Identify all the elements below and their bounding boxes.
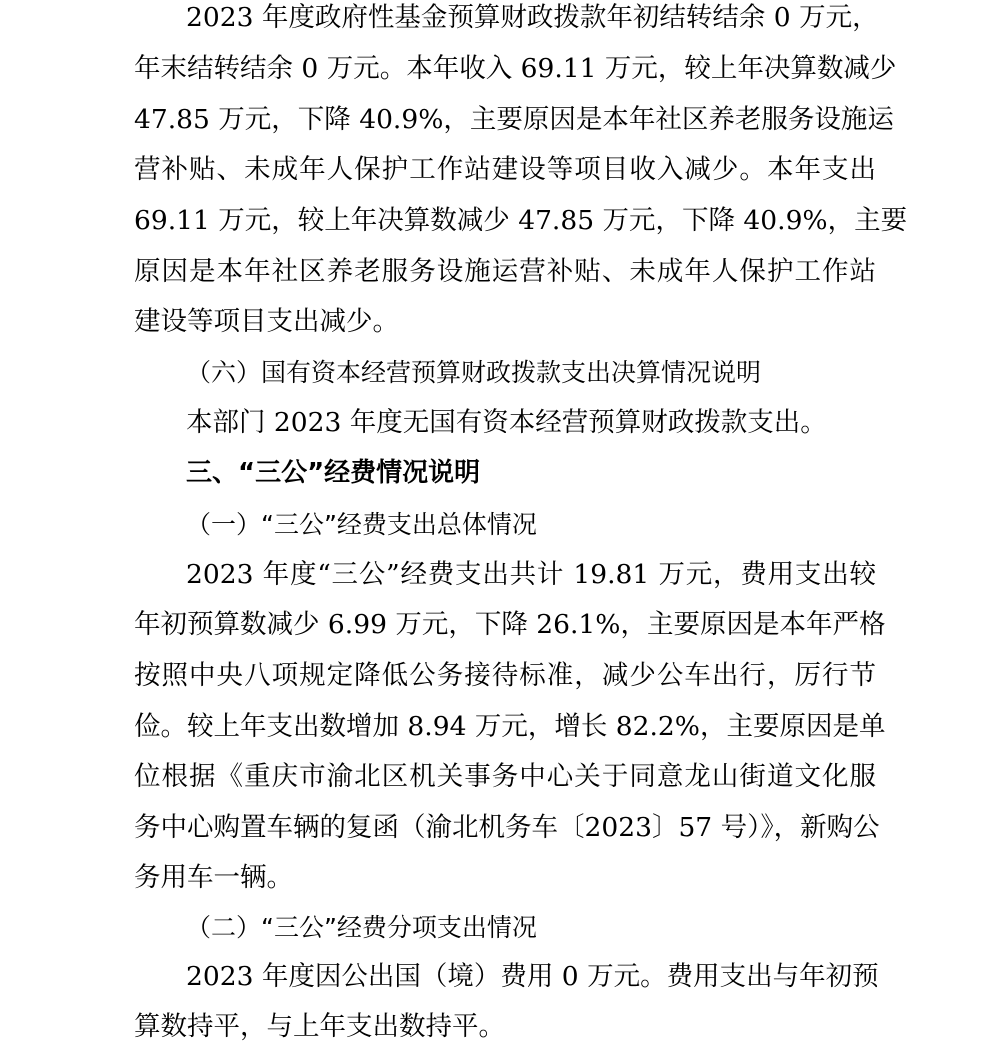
paragraph-line: 2023 年度政府性基金预算财政拨款年初结转结余 0 万元， — [186, 2, 879, 33]
subsection-heading-1: （一）“三公”经费支出总体情况 — [186, 510, 537, 539]
paragraph-line: 建设等项目支出减少。 — [134, 306, 399, 337]
paragraph-line: 俭。较上年支出数增加 8.94 万元，增长 82.2%，主要原因是单 — [134, 711, 886, 742]
paragraph-line: 47.85 万元，下降 40.9%，主要原因是本年社区养老服务设施运 — [134, 104, 894, 135]
paragraph-line: 务中心购置车辆的复函（渝北机务车〔2023〕57 号）》，新购公 — [134, 812, 880, 843]
paragraph-line: 年末结转结余 0 万元。本年收入 69.11 万元，较上年决算数减少 — [134, 53, 897, 84]
paragraph-line: 位根据《重庆市渝北区机关事务中心关于同意龙山街道文化服 — [134, 761, 876, 792]
paragraph-line: 营补贴、未成年人保护工作站建设等项目收入减少。本年支出 — [134, 154, 876, 185]
paragraph-line: 2023 年度因公出国（境）费用 0 万元。费用支出与年初预 — [186, 961, 879, 992]
paragraph-line: 原因是本年社区养老服务设施运营补贴、未成年人保护工作站 — [134, 256, 876, 287]
section-heading-6: （六）国有资本经营预算财政拨款支出决算情况说明 — [186, 358, 762, 387]
paragraph-line: 年初预算数减少 6.99 万元，下降 26.1%，主要原因是本年严格 — [134, 609, 886, 640]
paragraph-line: 算数持平，与上年支出数持平。 — [134, 1011, 505, 1042]
paragraph-line: 2023 年度“三公”经费支出共计 19.81 万元，费用支出较 — [186, 559, 876, 590]
paragraph-line: 务用车一辆。 — [134, 862, 293, 893]
subsection-heading-2: （二）“三公”经费分项支出情况 — [186, 913, 537, 942]
section-heading-3: 三、“三公”经费情况说明 — [186, 458, 481, 488]
paragraph-line: 69.11 万元，较上年决算数减少 47.85 万元，下降 40.9%，主要 — [134, 205, 908, 236]
paragraph-line: 按照中央八项规定降低公务接待标准，减少公车出行，厉行节 — [134, 660, 876, 691]
paragraph-line: 本部门 2023 年度无国有资本经营预算财政拨款支出。 — [186, 407, 827, 438]
